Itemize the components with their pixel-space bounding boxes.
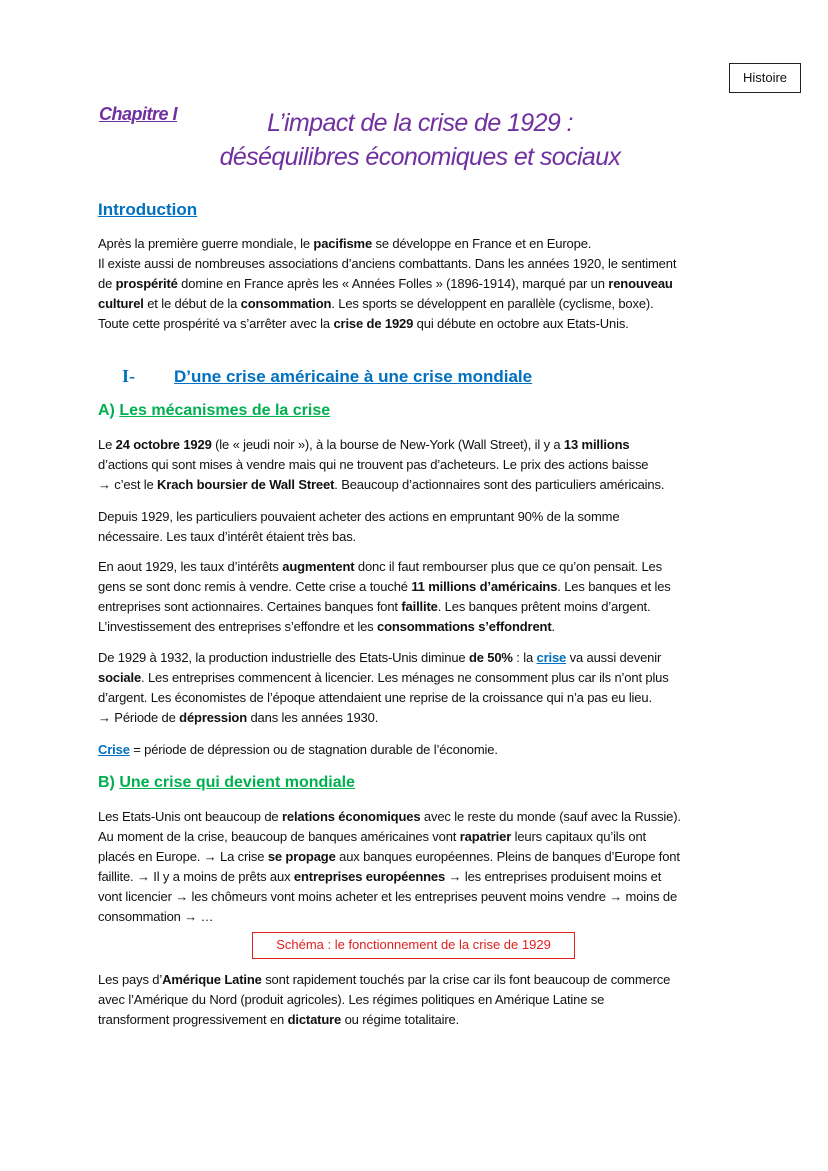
text-line (98, 1010, 738, 1030)
text-line (98, 617, 738, 637)
text-run: d’actions qui sont mises à vendre mais qui ne trouvent pas d’acheteurs. Le prix des actions baisse (98, 457, 649, 472)
text-run: L’investissement des entreprises s’effondre et les (98, 619, 377, 634)
text-run: qui débute en octobre aux Etats-Unis. (413, 316, 629, 331)
term-link[interactable]: Crise (98, 742, 130, 757)
bold-term: pacifisme (313, 236, 373, 251)
bold-term: sociale (98, 670, 142, 685)
subsection-prefix: B) (98, 774, 120, 791)
bold-term: 24 octobre 1929 (115, 437, 212, 452)
text-run: Les Etats-Unis ont beaucoup de (98, 809, 282, 824)
text-line (98, 577, 738, 597)
text-line (98, 557, 738, 577)
bold-term: augmentent (282, 559, 355, 574)
text-run: avec l’Amérique du Nord (produit agricoles). Les régimes politiques en Amérique Latine se (98, 992, 605, 1007)
paragraph-latin-america (98, 970, 738, 1030)
bold-term: consommations s’effondrent (377, 619, 552, 634)
bold-term: 13 millions (563, 437, 630, 452)
text-run: . Les banques prêtent moins d’argent. (437, 599, 651, 614)
bold-term: faillite (401, 599, 438, 614)
text-run: se développe en France et en Europe. (372, 236, 592, 251)
subsection-prefix: A) (98, 402, 120, 419)
text-run: et le début de la (143, 296, 241, 311)
bold-term: renouveau (608, 276, 673, 291)
subsection-b-heading (98, 774, 355, 792)
text-line (98, 847, 738, 867)
text-run: Après la première guerre mondiale, le (98, 236, 314, 251)
text-run: = période de dépression ou de stagnation durable de l’économie. (129, 742, 498, 757)
text-run: → les entreprises produisent moins et (445, 869, 662, 884)
text-run: consommation → … (98, 909, 214, 924)
introduction-paragraph (98, 234, 738, 334)
subsection-title: Une crise qui devient mondiale (119, 774, 355, 791)
text-run: Depuis 1929, les particuliers pouvaient acheter des actions en empruntant 90% de la somme (98, 509, 620, 524)
text-line (98, 314, 738, 334)
text-run: . Beaucoup d’actionnaires sont des particuliers américains. (334, 477, 665, 492)
text-line (98, 507, 738, 527)
text-run: faillite. → Il y a moins de prêts aux (98, 869, 294, 884)
text-run: . Les entreprises commencent à licencier. Les ménages ne consomment plus car ils n’ont plus (141, 670, 669, 685)
text-run: De 1929 à 1932, la production industrielle des Etats-Unis diminue (98, 650, 469, 665)
title-line-1: L’impact de la crise de 1929 : (267, 109, 573, 137)
text-run: domine en France après les « Années Folles » (1896-1914), marqué par un (177, 276, 609, 291)
text-run: sont rapidement touchés par la crise car ils font beaucoup de commerce (261, 972, 671, 987)
text-run: Il existe aussi de nombreuses associations d’anciens combattants. Dans les années 1920, le sentiment (98, 256, 677, 271)
bold-term: se propage (267, 849, 336, 864)
bold-term: dictature (287, 1012, 342, 1027)
text-line (98, 455, 738, 475)
text-line (98, 740, 738, 760)
introduction-heading: Introduction (98, 200, 198, 219)
page-title (170, 106, 670, 174)
text-run: d’argent. Les économistes de l’époque attendaient une reprise de la croissance qui n’a pas eu lieu. (98, 690, 652, 705)
text-line (98, 597, 738, 617)
text-run: ou régime totalitaire. (341, 1012, 460, 1027)
text-run: placés en Europe. → La crise (98, 849, 268, 864)
text-run: . (551, 619, 555, 634)
text-run: . Les banques et les (557, 579, 671, 594)
text-line (98, 475, 738, 495)
text-line (98, 527, 738, 547)
text-run: gens se sont donc remis à vendre. Cette crise a touché (98, 579, 412, 594)
text-run: va aussi devenir (566, 650, 662, 665)
section-title: D’une crise américaine à une crise mondiale (174, 367, 533, 386)
text-line (98, 907, 738, 927)
text-line (98, 234, 738, 254)
paragraph-world-crisis (98, 807, 738, 927)
text-run: Toute cette prospérité va s’arrêter avec la (98, 316, 334, 331)
subject-tag: Histoire (729, 63, 801, 93)
bold-term: prospérité (115, 276, 178, 291)
text-line (98, 708, 738, 728)
text-line (98, 827, 738, 847)
text-line (98, 990, 738, 1010)
bold-term: consommation (240, 296, 332, 311)
text-line (98, 648, 738, 668)
text-run: entreprises sont actionnaires. Certaines banques font (98, 599, 402, 614)
text-run: dans les années 1930. (247, 710, 379, 725)
text-line (98, 688, 738, 708)
section-number: I- (122, 366, 135, 386)
term-link[interactable]: crise (536, 650, 567, 665)
text-run: Les pays d’ (98, 972, 163, 987)
text-line (98, 254, 738, 274)
text-run: → Période de (98, 710, 180, 725)
text-run: → c’est le (98, 477, 158, 492)
text-line (98, 970, 738, 990)
text-run: Au moment de la crise, beaucoup de banques américaines vont (98, 829, 460, 844)
bold-term: de 50% (468, 650, 513, 665)
text-run: Le (98, 437, 116, 452)
paragraph-rates (98, 557, 738, 637)
subsection-a-heading (98, 402, 330, 420)
text-run: nécessaire. Les taux d’intérêt étaient très bas. (98, 529, 357, 544)
text-run: En aout 1929, les taux d’intérêts (98, 559, 283, 574)
text-run: de (98, 276, 116, 291)
text-run: leurs capitaux qu’ils ont (511, 829, 646, 844)
subsection-title: Les mécanismes de la crise (119, 402, 331, 419)
bold-term: rapatrier (459, 829, 512, 844)
bold-term: dépression (179, 710, 248, 725)
bold-term: crise de 1929 (333, 316, 414, 331)
bold-term: entreprises européennes (293, 869, 446, 884)
bold-term: relations économiques (281, 809, 421, 824)
paragraph-credit (98, 507, 738, 547)
text-run: vont licencier → les chômeurs vont moins acheter et les entreprises peuvent moins vendre → moins de (98, 889, 678, 904)
text-run: donc il faut rembourser plus que ce qu’on pensait. Les (354, 559, 662, 574)
bold-term: Krach boursier de Wall Street (157, 477, 335, 492)
text-line (98, 294, 738, 314)
definition-crise (98, 740, 738, 760)
title-line-2: déséquilibres économiques et sociaux (219, 143, 621, 171)
paragraph-production (98, 648, 738, 728)
text-line (98, 274, 738, 294)
section-heading (122, 366, 532, 387)
text-run: aux banques européennes. Pleins de banques d’Europe font (335, 849, 680, 864)
text-run: transforment progressivement en (98, 1012, 288, 1027)
schema-link-box[interactable]: Schéma : le fonctionnement de la crise de 1929 (252, 932, 575, 959)
text-line (98, 807, 738, 827)
text-line (98, 867, 738, 887)
text-run: . Les sports se développent en parallèle (cyclisme, boxe). (331, 296, 654, 311)
text-line (98, 668, 738, 688)
bold-term: 11 millions d’américains (411, 579, 558, 594)
bold-term: culturel (98, 296, 144, 311)
bold-term: Amérique Latine (162, 972, 262, 987)
text-line (98, 435, 738, 455)
text-run: : la (512, 650, 537, 665)
chapter-label: Chapitre I (99, 104, 178, 124)
text-line (98, 887, 738, 907)
text-run: avec le reste du monde (sauf avec la Russie). (420, 809, 681, 824)
paragraph-krach (98, 435, 738, 495)
text-run: (le « jeudi noir »), à la bourse de New-York (Wall Street), il y a (211, 437, 564, 452)
